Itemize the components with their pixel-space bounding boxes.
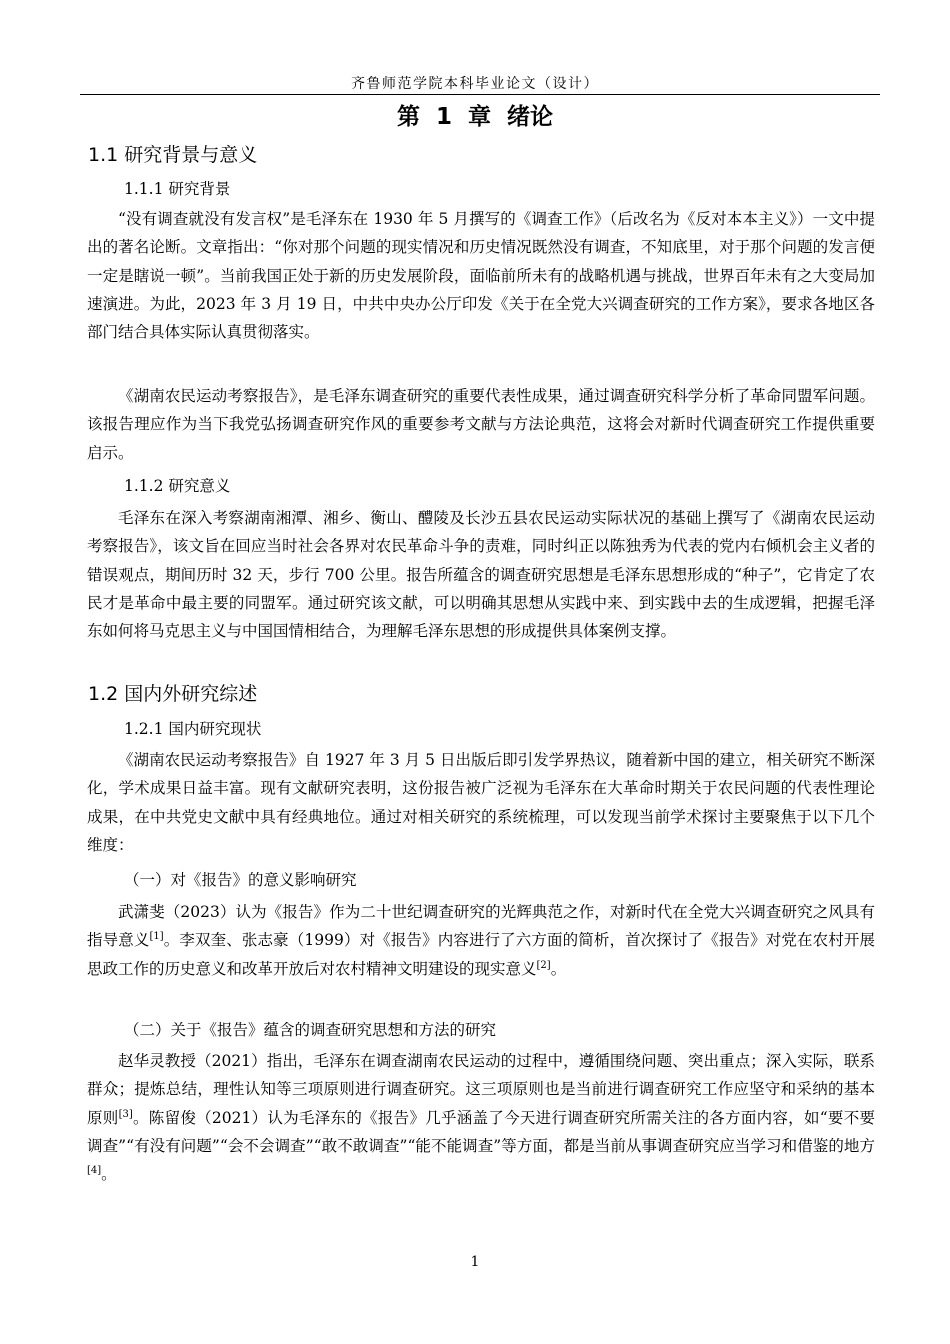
paragraph-research-significance: 毛泽东在深入考察湖南湘潭、湘乡、衡山、醴陵及长沙五县农民运动实际状况的基础上撰写了《湖南农民运动考察报告》，该文旨在回应当时社会各界对农民革命斗争的责难，同时纠正以陈独秀为代表的党内右倾机会主义者的错误观点，期间历时 32 天，步行 700 公里。报告所蕴含的调查研究思想是毛泽东思想形成的“种子”，它肯定了农民才是革命中最主要的同盟军。通过研究该文献，可以明确其思想从实践中来、到实践中去的生成逻辑，把握毛泽东如何将马克思主义与中国国情相结合，为理解毛泽东思想的形成提供具体案例支撑。 [87,509,875,641]
paragraph-domestic-research: 《湖南农民运动考察报告》自 1927 年 3 月 5 日出版后即引发学界热议，随着新中国的建立，相关研究不断深化，学术成果日益丰富。现有文献研究表明，这份报告被广泛视为毛泽东在大革命时期关于农民问题的代表性理论成果，在中共党史文献中具有经典地位。通过对相关研究的系统梳理，可以发现当前学术探讨主要聚焦于以下几个维度： [87,751,875,854]
subsection-1-1-1-heading: 1.1.1 研究背景 [124,180,231,198]
paragraph-significance-studies [87,898,875,983]
section-1-2-heading: 1.2 国内外研究综述 [88,683,258,705]
paragraph-research-background-2: 《湖南农民运动考察报告》，是毛泽东调查研究的重要代表性成果，通过调查研究科学分析了革命同盟军问题。该报告理应作为当下我党弘扬调查研究作风的重要参考文献与方法论典范，这将会对新时代调查研究工作提供重要启示。 [87,387,875,462]
paragraph-text: 。 [550,959,567,978]
citation-ref-4: [4] [87,1165,102,1177]
citation-ref-3: [3] [118,1108,133,1120]
subsection-1-1-2-heading: 1.1.2 研究意义 [124,477,231,495]
section-1-1-heading: 1.1 研究背景与意义 [88,144,258,166]
item-2-heading: （二）关于《报告》蕴含的调查研究思想和方法的研究 [124,1021,497,1039]
paragraph-text: 武潇斐（2023）认为《报告》作为二十世纪调查研究的光辉典范之作，对新时代在全党大兴调查研究之风具有指导意义 [87,903,875,950]
paragraph-text: 。李双奎、张志豪（1999）对《报告》内容进行了六方面的简析，首次探讨了《报告》对党在农村开展思政工作的历史意义和改革开放后对农村精神文明建设的现实意义 [87,931,875,978]
paragraph-text: 赵华灵教授（2021）指出，毛泽东在调查湖南农民运动的过程中，遵循围绕问题、突出重点；深入实际，联系群众；提炼总结，理性认知等三项原则进行调查研究。这三项原则也是当前进行调查研究工作应坚守和采纳的基本原则 [87,1052,875,1127]
page-number: 1 [470,1254,480,1270]
subsection-1-2-1-heading: 1.2.1 国内研究现状 [124,720,262,738]
citation-ref-2: [2] [536,959,551,971]
citation-ref-1: [1] [149,931,164,943]
paragraph-text: 。 [101,1165,117,1184]
chapter-title: 第 1 章 绪论 [396,104,554,130]
header-rule [80,94,880,95]
paragraph-methodology-studies [87,1047,875,1188]
paragraph-research-background-1: “没有调查就没有发言权”是毛泽东在 1930 年 5 月撰写的《调查工作》（后改名为《反对本本主义》）一文中提出的著名论断。文章指出：“你对那个问题的现实情况和历史情况既然没有调查，不知底里，对于那个问题的发言便一定是瞎说一顿”。当前我国正处于新的历史发展阶段，面临前所未有的战略机遇与挑战，世界百年未有之大变局加速演进。为此，2023 年 3 月 19 日，中共中央办公厅印发《关于在全党大兴调查研究的工作方案》，要求各地区各部门结合具体实际认真贯彻落实。 [87,210,875,342]
item-1-heading: （一）对《报告》的意义影响研究 [124,871,357,889]
page-header: 齐鲁师范学院本科毕业论文（设计） [351,76,599,92]
paragraph-text: 。陈留俊（2021）认为毛泽东的《报告》几乎涵盖了今天进行调查研究所需关注的各方面内容，如“要不要调查”“有没有问题”“会不会调查”“敢不敢调查”“能不能调查”等方面，都是当前从事调查研究应当学习和借鉴的地方 [87,1108,875,1155]
